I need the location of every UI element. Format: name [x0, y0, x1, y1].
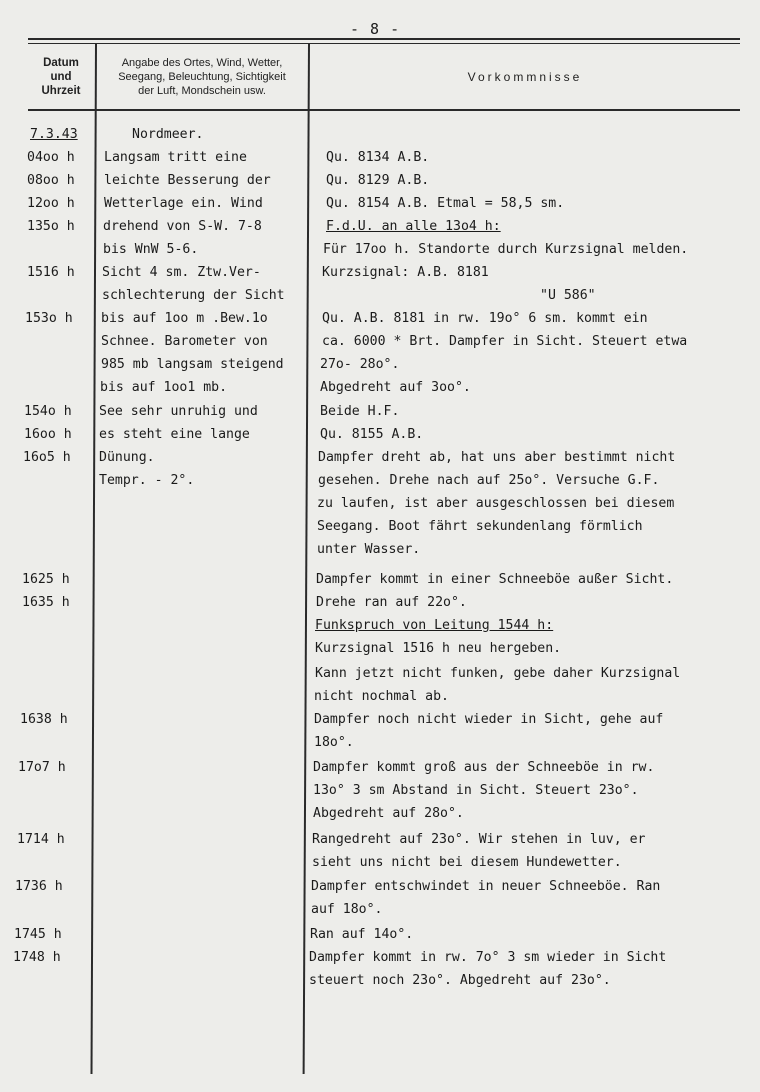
- weather-line: Dünung.: [99, 450, 155, 465]
- event-line: nicht nochmal ab.: [314, 689, 449, 704]
- header-location-weather: Angabe des Ortes, Wind, Wetter, Seegang, Beleuchtung, Sichtigkeit der Luft, Mondschein usw.: [118, 57, 286, 97]
- timestamp: 16o5 h: [23, 450, 71, 465]
- timestamp: 16oo h: [24, 427, 72, 442]
- timestamp: 154o h: [24, 404, 72, 419]
- divider-date-location: [91, 44, 97, 1074]
- timestamp: 1736 h: [15, 879, 63, 894]
- timestamp: 153o h: [25, 311, 73, 326]
- event-line: Dampfer kommt groß aus der Schneeböe in rw.: [313, 760, 655, 775]
- event-line: Für 17oo h. Standorte durch Kurzsignal melden.: [323, 242, 689, 257]
- timestamp: 1745 h: [14, 927, 62, 942]
- weather-line: See sehr unruhig und: [99, 404, 258, 419]
- timestamp: 04oo h: [27, 150, 75, 165]
- header-top-rule: [28, 38, 740, 40]
- event-line: Dampfer kommt in einer Schneeböe außer Sicht.: [316, 572, 674, 587]
- event-line: Kurzsignal 1516 h neu hergeben.: [315, 641, 562, 656]
- event-line: zu laufen, ist aber ausgeschlossen bei diesem: [317, 496, 675, 511]
- event-line: unter Wasser.: [317, 542, 421, 557]
- event-line: Beide H.F.: [320, 404, 400, 419]
- event-line: F.d.U. an alle 13o4 h:: [326, 219, 501, 234]
- event-line: Dampfer dreht ab, hat uns aber bestimmt nicht: [318, 450, 676, 465]
- weather-line: 985 mb langsam steigend: [101, 357, 284, 372]
- event-line: Seegang. Boot fährt sekundenlang förmlich: [317, 519, 643, 534]
- page-number: - 8 -: [350, 20, 401, 38]
- timestamp: 135o h: [27, 219, 75, 234]
- event-line: 13o° 3 sm Abstand in Sicht. Steuert 23o°.: [313, 783, 639, 798]
- event-line: 27o- 28o°.: [320, 357, 400, 372]
- header-date-time: Datum und Uhrzeit: [41, 57, 81, 97]
- event-line: Dampfer kommt in rw. 7o° 3 sm wieder in Sicht: [309, 950, 667, 965]
- event-line: Qu. A.B. 8181 in rw. 19o° 6 sm. kommt ein: [322, 311, 648, 326]
- event-line: Drehe ran auf 22o°.: [316, 595, 467, 610]
- weather-line: drehend von S-W. 7-8: [103, 219, 262, 234]
- weather-line: Schnee. Barometer von: [101, 334, 268, 349]
- event-line: Abgedreht auf 3oo°.: [320, 380, 471, 395]
- weather-line: Sicht 4 sm. Ztw.Ver-: [102, 265, 261, 280]
- event-line: Kann jetzt nicht funken, gebe daher Kurzsignal: [315, 666, 681, 681]
- event-line: 18o°.: [314, 735, 354, 750]
- timestamp: 1638 h: [20, 712, 68, 727]
- event-line: Rangedreht auf 23o°. Wir stehen in luv, er: [312, 832, 646, 847]
- weather-line: bis auf 1oo m .Bew.1o: [101, 311, 268, 326]
- event-line: Dampfer noch nicht wieder in Sicht, gehe auf: [314, 712, 664, 727]
- event-line: auf 18o°.: [311, 902, 383, 917]
- timestamp: 08oo h: [27, 173, 75, 188]
- event-line: Qu. 8134 A.B.: [326, 150, 430, 165]
- event-line: sieht uns nicht bei diesem Hundewetter.: [312, 855, 622, 870]
- weather-line: leichte Besserung der: [104, 173, 271, 188]
- event-line: Kurzsignal: A.B. 8181: [322, 265, 489, 280]
- divider-location-events: [303, 44, 310, 1074]
- weather-line: schlechterung der Sicht: [102, 288, 285, 303]
- timestamp: 1635 h: [22, 595, 70, 610]
- weather-line: Wetterlage ein. Wind: [104, 196, 263, 211]
- weather-line: Langsam tritt eine: [104, 150, 247, 165]
- timestamp: 7.3.43: [30, 127, 78, 142]
- timestamp: 1516 h: [27, 265, 75, 280]
- timestamp: 12oo h: [27, 196, 75, 211]
- weather-line: bis WnW 5-6.: [103, 242, 199, 257]
- event-line: Qu. 8154 A.B. Etmal = 58,5 sm.: [326, 196, 565, 211]
- timestamp: 1748 h: [13, 950, 61, 965]
- header-bottom-rule: [28, 109, 740, 111]
- event-line: Qu. 8129 A.B.: [326, 173, 430, 188]
- timestamp: 1714 h: [17, 832, 65, 847]
- weather-line: bis auf 1oo1 mb.: [100, 380, 228, 395]
- event-line: steuert noch 23o°. Abgedreht auf 23o°.: [309, 973, 611, 988]
- weather-line: Nordmeer.: [132, 127, 204, 142]
- timestamp: 17o7 h: [18, 760, 66, 775]
- header-top-rule-thin: [28, 43, 740, 44]
- event-line: Dampfer entschwindet in neuer Schneeböe. Ran: [311, 879, 661, 894]
- event-line: Ran auf 14o°.: [310, 927, 414, 942]
- header-events: Vorkommnisse: [467, 70, 583, 84]
- event-line: "U 586": [540, 288, 596, 303]
- timestamp: 1625 h: [22, 572, 70, 587]
- event-line: Abgedreht auf 28o°.: [313, 806, 464, 821]
- event-line: ca. 6000 * Brt. Dampfer in Sicht. Steuert etwa: [322, 334, 688, 349]
- weather-line: Tempr. - 2°.: [99, 473, 195, 488]
- event-line: Qu. 8155 A.B.: [320, 427, 424, 442]
- weather-line: es steht eine lange: [99, 427, 250, 442]
- event-line: gesehen. Drehe nach auf 25o°. Versuche G.F.: [318, 473, 660, 488]
- event-line: Funkspruch von Leitung 1544 h:: [315, 618, 554, 633]
